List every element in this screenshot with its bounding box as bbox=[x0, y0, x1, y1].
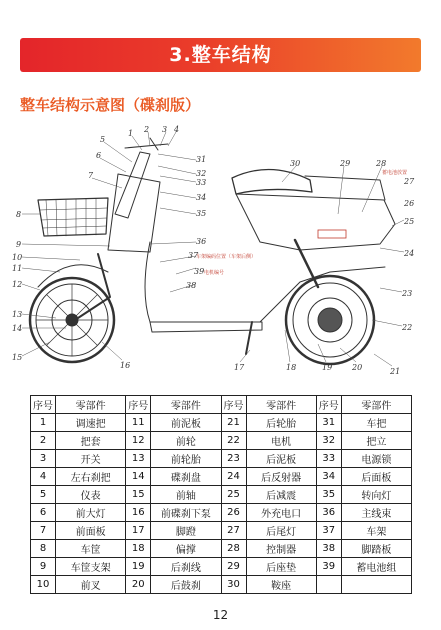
callout-5: 5 bbox=[100, 135, 106, 144]
header-part: 零部件 bbox=[151, 396, 221, 414]
callout-15: 15 bbox=[12, 353, 23, 362]
part-no: 34 bbox=[316, 468, 341, 486]
part-name: 前碟刹下泵 bbox=[151, 504, 221, 522]
footboard bbox=[150, 322, 262, 332]
part-name: 偏撑 bbox=[151, 540, 221, 558]
callout-25: 25 bbox=[404, 217, 415, 226]
table-row bbox=[31, 414, 412, 432]
part-name: 前轴 bbox=[151, 486, 221, 504]
part-no: 9 bbox=[31, 558, 56, 576]
callout-24: 24 bbox=[404, 249, 415, 258]
part-name: 开关 bbox=[56, 450, 126, 468]
table-row bbox=[31, 450, 412, 468]
steering-column bbox=[115, 152, 150, 218]
part-name: 把立 bbox=[341, 432, 411, 450]
part-name: 蓄电池组 bbox=[341, 558, 411, 576]
part-no bbox=[316, 576, 341, 594]
part-name: 后鼓刹 bbox=[151, 576, 221, 594]
callout-17: 17 bbox=[234, 363, 245, 372]
part-name: 前面板 bbox=[56, 522, 126, 540]
part-name: 电源锁 bbox=[341, 450, 411, 468]
rear-body bbox=[236, 194, 395, 250]
scooter-structure-diagram bbox=[0, 122, 441, 382]
callout-7: 7 bbox=[88, 171, 94, 180]
part-name: 主线束 bbox=[341, 504, 411, 522]
callout-38: 38 bbox=[186, 281, 197, 290]
part-no: 18 bbox=[126, 540, 151, 558]
part-name: 后尾灯 bbox=[246, 522, 316, 540]
part-no: 27 bbox=[221, 522, 246, 540]
callout-20: 20 bbox=[352, 363, 363, 372]
rear-rack bbox=[305, 176, 385, 200]
seat bbox=[232, 169, 312, 194]
callout-34: 34 bbox=[196, 193, 207, 202]
diagram-subtitle: 整车结构示意图（碟刹版） bbox=[20, 96, 201, 114]
part-no: 10 bbox=[31, 576, 56, 594]
header-no: 序号 bbox=[221, 396, 246, 414]
part-no: 17 bbox=[126, 522, 151, 540]
part-name: 后反射器 bbox=[246, 468, 316, 486]
callout-29: 29 bbox=[340, 159, 351, 168]
header-no: 序号 bbox=[31, 396, 56, 414]
callout-18: 18 bbox=[286, 363, 297, 372]
table-row bbox=[31, 576, 412, 594]
callout-36: 36 bbox=[196, 237, 207, 246]
table-header-row bbox=[31, 396, 412, 414]
part-name: 转向灯 bbox=[341, 486, 411, 504]
part-name: 车筐支架 bbox=[56, 558, 126, 576]
part-name: 左右刹把 bbox=[56, 468, 126, 486]
callout-21: 21 bbox=[390, 367, 401, 376]
handlebar bbox=[125, 138, 168, 150]
part-name: 后刹线 bbox=[151, 558, 221, 576]
front-wheel bbox=[30, 278, 114, 362]
callout-26: 26 bbox=[404, 199, 415, 208]
part-name: 脚踏板 bbox=[341, 540, 411, 558]
part-no: 24 bbox=[221, 468, 246, 486]
part-no: 37 bbox=[316, 522, 341, 540]
part-no: 5 bbox=[31, 486, 56, 504]
callout-6: 6 bbox=[96, 151, 102, 160]
section-banner bbox=[20, 38, 421, 72]
part-name: 车架 bbox=[341, 522, 411, 540]
basket bbox=[38, 198, 108, 236]
part-name: 车筐 bbox=[56, 540, 126, 558]
part-no: 16 bbox=[126, 504, 151, 522]
part-no: 20 bbox=[126, 576, 151, 594]
part-no: 33 bbox=[316, 450, 341, 468]
table-row bbox=[31, 504, 412, 522]
part-name: 前大灯 bbox=[56, 504, 126, 522]
part-name: 调速把 bbox=[56, 414, 126, 432]
callout-2: 2 bbox=[144, 125, 150, 134]
part-no: 38 bbox=[316, 540, 341, 558]
callout-19: 19 bbox=[322, 363, 333, 372]
part-no: 26 bbox=[221, 504, 246, 522]
part-no: 8 bbox=[31, 540, 56, 558]
battery-note: 蓄电池放置 bbox=[382, 170, 408, 176]
part-name: 外充电口 bbox=[246, 504, 316, 522]
callout-14: 14 bbox=[12, 324, 23, 333]
motor-code-note: 电机编号 bbox=[204, 270, 225, 276]
part-no: 2 bbox=[31, 432, 56, 450]
part-no: 14 bbox=[126, 468, 151, 486]
callout-33: 33 bbox=[196, 178, 207, 187]
part-name: 前泥板 bbox=[151, 414, 221, 432]
callout-27: 27 bbox=[404, 177, 415, 186]
parts-table bbox=[30, 395, 412, 594]
part-name: 控制器 bbox=[246, 540, 316, 558]
part-no: 22 bbox=[221, 432, 246, 450]
part-name: 电机 bbox=[246, 432, 316, 450]
table-row bbox=[31, 558, 412, 576]
table-row bbox=[31, 540, 412, 558]
part-name: 后减震 bbox=[246, 486, 316, 504]
part-no: 31 bbox=[316, 414, 341, 432]
callout-37: 37 bbox=[188, 251, 199, 260]
callout-31: 31 bbox=[196, 155, 207, 164]
part-no: 29 bbox=[221, 558, 246, 576]
part-name bbox=[341, 576, 411, 594]
part-no: 39 bbox=[316, 558, 341, 576]
part-no: 3 bbox=[31, 450, 56, 468]
header-part: 零部件 bbox=[341, 396, 411, 414]
part-no: 28 bbox=[221, 540, 246, 558]
part-name: 后座垫 bbox=[246, 558, 316, 576]
callout-23: 23 bbox=[402, 289, 413, 298]
part-name: 后轮胎 bbox=[246, 414, 316, 432]
part-no: 4 bbox=[31, 468, 56, 486]
callout-30: 30 bbox=[290, 159, 301, 168]
part-no: 15 bbox=[126, 486, 151, 504]
part-name: 车把 bbox=[341, 414, 411, 432]
rear-wheel bbox=[286, 276, 374, 364]
part-name: 仪表 bbox=[56, 486, 126, 504]
callout-9: 9 bbox=[16, 240, 22, 249]
table-row bbox=[31, 468, 412, 486]
part-no: 1 bbox=[31, 414, 56, 432]
header-part: 零部件 bbox=[56, 396, 126, 414]
body-frame bbox=[145, 242, 385, 322]
callout-13: 13 bbox=[12, 310, 23, 319]
callout-22: 22 bbox=[402, 323, 413, 332]
callout-3: 3 bbox=[162, 125, 168, 134]
part-no: 6 bbox=[31, 504, 56, 522]
part-no: 11 bbox=[126, 414, 151, 432]
part-no: 36 bbox=[316, 504, 341, 522]
frame-code-note: 车架编码位置（车架后侧） bbox=[196, 254, 257, 260]
part-name: 碟刹盘 bbox=[151, 468, 221, 486]
callout-10: 10 bbox=[12, 253, 23, 262]
part-no: 13 bbox=[126, 450, 151, 468]
part-name: 把套 bbox=[56, 432, 126, 450]
part-no: 21 bbox=[221, 414, 246, 432]
page-number: 12 bbox=[212, 608, 229, 622]
callout-11: 11 bbox=[12, 264, 23, 273]
header-no: 序号 bbox=[316, 396, 341, 414]
part-no: 32 bbox=[316, 432, 341, 450]
callout-4: 4 bbox=[174, 125, 180, 134]
part-no: 7 bbox=[31, 522, 56, 540]
part-no: 19 bbox=[126, 558, 151, 576]
table-row bbox=[31, 432, 412, 450]
section-title: 3.整车结构 bbox=[169, 44, 272, 66]
callout-8: 8 bbox=[16, 210, 22, 219]
part-name: 后面板 bbox=[341, 468, 411, 486]
callout-39: 39 bbox=[194, 267, 205, 276]
part-no: 12 bbox=[126, 432, 151, 450]
part-name: 脚蹬 bbox=[151, 522, 221, 540]
part-name: 前轮 bbox=[151, 432, 221, 450]
callout-1: 1 bbox=[128, 129, 134, 138]
callout-35: 35 bbox=[196, 209, 207, 218]
header-no: 序号 bbox=[126, 396, 151, 414]
callout-28: 28 bbox=[376, 159, 387, 168]
table-row bbox=[31, 522, 412, 540]
part-name: 后泥板 bbox=[246, 450, 316, 468]
part-no: 25 bbox=[221, 486, 246, 504]
part-no: 30 bbox=[221, 576, 246, 594]
callout-12: 12 bbox=[12, 280, 23, 289]
callout-32: 32 bbox=[196, 169, 207, 178]
part-name: 前轮胎 bbox=[151, 450, 221, 468]
part-no: 35 bbox=[316, 486, 341, 504]
table-row bbox=[31, 486, 412, 504]
part-no: 23 bbox=[221, 450, 246, 468]
kickstand bbox=[246, 322, 252, 354]
part-name: 前叉 bbox=[56, 576, 126, 594]
header-part: 零部件 bbox=[246, 396, 316, 414]
part-name: 鞍座 bbox=[246, 576, 316, 594]
callout-16: 16 bbox=[120, 361, 131, 370]
